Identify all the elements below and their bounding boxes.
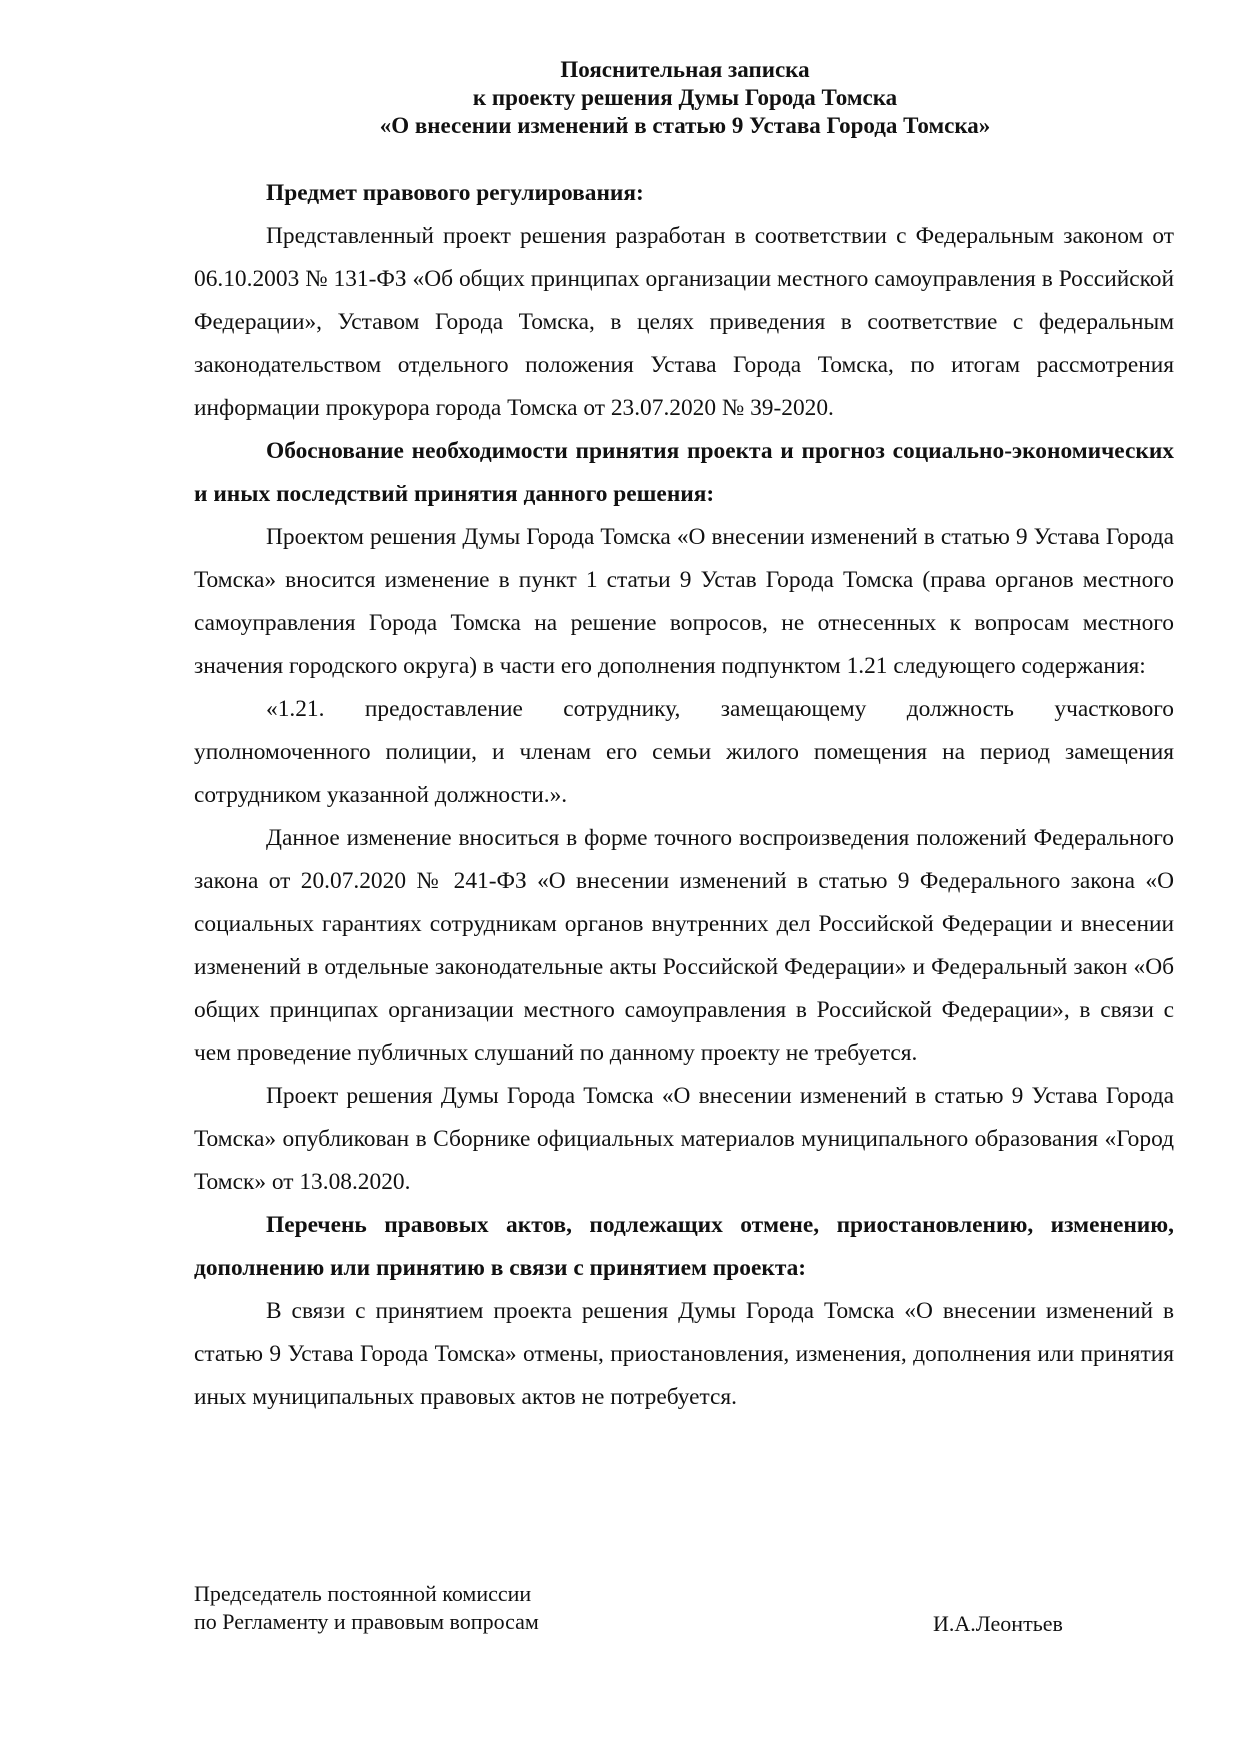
justification-paragraph-1: Проектом решения Думы Города Томска «О внесении изменений в статью 9 Устава Города Томска» вносится изменение в пункт 1 статьи 9 Устав Города Томска (права органов местного самоуправления Города Томска на решение вопросов, не отнесенных к вопросам местного значения городского округа) в части его дополнения подпунктом 1.21 следующего содержания: (194, 524, 1174, 679)
justification-paragraph-2: Данное изменение вноситься в форме точного воспроизведения положений Федерального закона от 20.07.2020 № 241-ФЗ «О внесении изменений в статью 9 Федерального закона «О социальных гарантиях сотрудникам органов внутренних дел Российской Федерации и внесении изменений в отдельные законодательные акты Российской Федерации» и Федеральный закон «Об общих принципах организации местного самоуправления в Российской Федерации», в связи с чем проведение публичных слушаний по данному проекту не требуется. (194, 825, 1174, 1066)
signature-name: И.А.Леонтьев (933, 1611, 1063, 1636)
title-line-3: «О внесении изменений в статью 9 Устава Города Томска» (379, 113, 991, 138)
quoted-subparagraph: «1.21. предоставление сотруднику, замещающему должность участкового уполномоченного полиции, и членам его семьи жилого помещения на период замещения сотрудником указанной должности.». (194, 696, 1174, 808)
signature-position-line-2: по Регламенту и правовым вопросам (194, 1609, 539, 1634)
signature-position-line-1: Председатель постоянной комиссии (194, 1581, 532, 1606)
acts-heading: Перечень правовых актов, подлежащих отмене, приостановлению, изменению, дополнению или принятию в связи с принятием проекта: (194, 1212, 1174, 1281)
acts-paragraph: В связи с принятием проекта решения Думы Города Томска «О внесении изменений в статью 9 Устава Города Томска» отмены, приостановления, изменения, дополнения или принятия иных муниципальных правовых актов не потребуется. (194, 1298, 1174, 1410)
justification-paragraph-3: Проект решения Думы Города Томска «О внесении изменений в статью 9 Устава Города Томска» опубликован в Сборнике официальных материалов муниципального образования «Город Томск» от 13.08.2020. (194, 1083, 1174, 1195)
subject-paragraph: Представленный проект решения разработан в соответствии с Федеральным законом от 06.10.2003 № 131-ФЗ «Об общих принципах организации местного самоуправления в Российской Федерации», Уставом Города Томска, в целях приведения в соответствие с федеральным законодательством отдельного положения Устава Города Томска, по итогам рассмотрения информации прокурора города Томска от 23.07.2020 № 39-2020. (194, 223, 1174, 421)
document-title (190, 56, 1180, 140)
signature-position (194, 1580, 539, 1636)
title-line-1: Пояснительная записка (560, 57, 810, 82)
subject-heading: Предмет правового регулирования: (266, 180, 644, 206)
document-body (194, 172, 1174, 1419)
title-line-2: к проекту решения Думы Города Томска (472, 85, 898, 110)
justification-heading: Обоснование необходимости принятия проекта и прогноз социально-экономических и иных последствий принятия данного решения: (194, 438, 1174, 507)
